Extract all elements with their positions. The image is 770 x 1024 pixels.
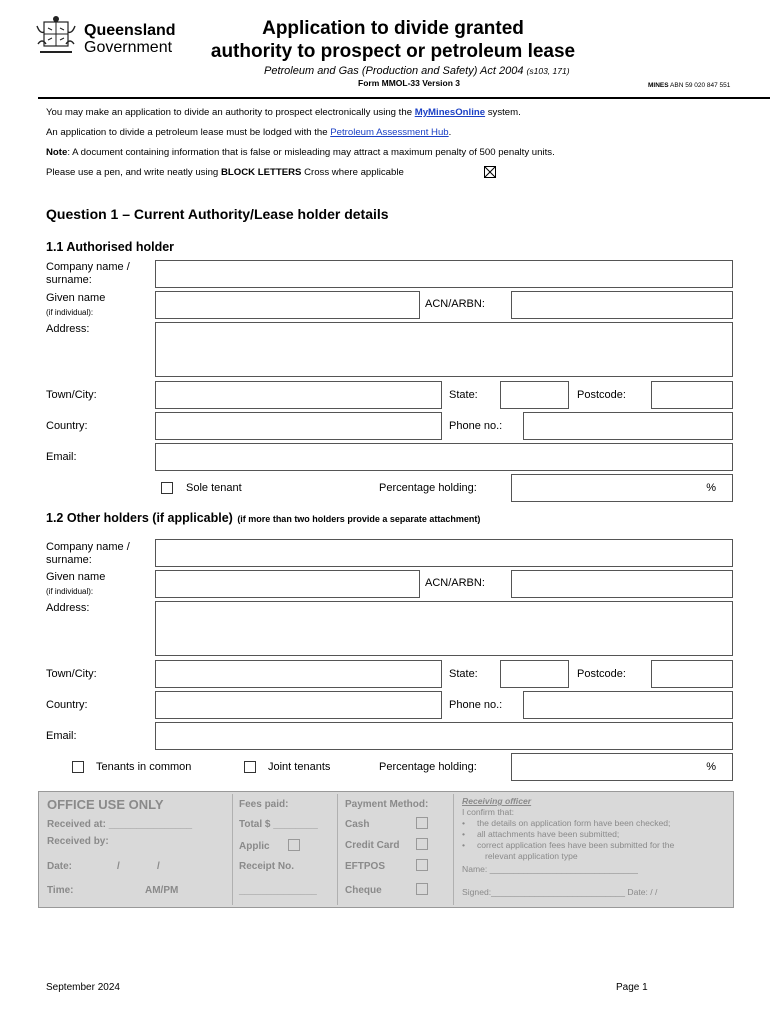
page-title-line1: Application to divide granted [262,18,524,39]
postcode-label: Postcode: [577,389,626,401]
other-town-label: Town/City: [46,668,97,680]
other-postcode-label: Postcode: [577,668,626,680]
other-given-name-label [46,571,105,597]
percentage-holding-label: Percentage holding: [379,482,477,494]
confirm-bullet-3-text: correct application fees have been submitted for the [476,840,675,850]
block-letters: BLOCK LETTERS [220,167,302,178]
question-1-heading: Question 1 – Current Authority/Lease holder details [46,206,389,222]
office-divider-1 [232,794,233,905]
company-name-label [46,261,130,287]
confirm-bullet-3: • correct application fees have been submitted for the [462,840,675,850]
office-date-slash-2: / [157,861,160,872]
section-1-2-note: (if more than two holders provide a separate attachment) [237,514,481,524]
receipt-no-label: Receipt No. [239,861,295,872]
country-label: Country: [46,420,88,432]
cheque-label: Cheque [345,885,382,896]
received-by: Received by: [47,836,109,847]
other-company-name-label-l1: Company name / [46,541,130,553]
note-label: Note [46,147,68,158]
town-label: Town/City: [46,389,97,401]
given-name-input[interactable] [155,291,420,319]
intro-line-4 [46,167,404,179]
sole-tenant-label: Sole tenant [186,482,242,494]
other-state-input[interactable] [500,660,569,688]
intro-line-1 [46,107,521,119]
received-at: Received at: _______________ [47,819,193,830]
other-if-individual-note: (if individual): [46,587,94,596]
applic-checkbox[interactable] [288,839,300,851]
confirm-bullet-1-text: the details on application form have been checked; [476,818,671,828]
company-name-label-l2: surname: [46,274,92,286]
other-country-input[interactable] [155,691,442,719]
address-input[interactable] [155,322,733,377]
myminesonline-link[interactable]: MyMinesOnline [414,107,486,118]
abn-prefix: MINES [648,82,669,89]
intro-line-2-end: . [448,127,452,138]
section-1-1-heading: 1.1 Authorised holder [46,240,175,254]
act-reference [264,65,570,78]
credit-card-label: Credit Card [345,840,400,851]
email-input[interactable] [155,443,733,471]
email-label: Email: [46,451,77,463]
note-text: : A document containing information that is false or misleading may attract a maximum penalty of 500 penalty units. [67,147,555,158]
town-input[interactable] [155,381,442,409]
joint-tenants-label: Joint tenants [268,761,331,773]
percent-sign: % [706,482,716,494]
eftpos-checkbox[interactable] [416,859,428,871]
office-divider-2 [337,794,338,905]
officer-name-line: Name: _______________________________ [462,864,638,874]
other-company-name-label-l2: surname: [46,554,92,566]
office-time-label: Time: [47,885,74,896]
other-percent-sign: % [706,761,716,773]
state-label: State: [449,389,478,401]
company-name-input[interactable] [155,260,733,288]
office-date-label: Date: [47,861,73,872]
applic-label: Applic [239,841,270,852]
header-divider [38,97,770,99]
footer-date: September 2024 [46,982,120,993]
given-name-label [46,292,105,318]
form-id: Form MMOL-33 Version 3 [358,78,461,88]
intro-line-4-end: Cross where applicable [301,167,404,178]
state-input[interactable] [500,381,569,409]
receiving-officer-title: Receiving officer [462,796,532,806]
tenants-in-common-checkbox[interactable] [72,761,84,773]
other-email-input[interactable] [155,722,733,750]
other-given-name-input[interactable] [155,570,420,598]
other-acn-label: ACN/ARBN: [425,577,485,589]
crossed-box-icon [484,166,496,178]
office-divider-3 [453,794,454,905]
other-company-name-input[interactable] [155,539,733,567]
joint-tenants-checkbox[interactable] [244,761,256,773]
section-1-2-heading [46,510,480,527]
eftpos-label: EFTPOS [345,861,386,872]
officer-signed-line: Signed:____________________________ Date: / / [462,887,658,897]
footer-page-number: Page 1 [616,982,648,993]
confirm-bullet-2-text: all attachments have been submitted; [476,829,620,839]
phone-label: Phone no.: [449,420,503,432]
other-phone-label: Phone no.: [449,699,503,711]
payment-method-label: Payment Method: [345,799,429,810]
sole-tenant-checkbox[interactable] [161,482,173,494]
intro-line-4-text: Please use a pen, and write neatly using [46,167,221,178]
other-percentage-holding-input[interactable] [511,753,733,781]
petroleum-assessment-hub-link[interactable]: Petroleum Assessment Hub [330,127,449,138]
other-postcode-input[interactable] [651,660,733,688]
intro-line-1-end: system. [485,107,521,118]
intro-line-2 [46,127,451,139]
other-company-name-label [46,541,130,567]
address-label: Address: [46,323,90,335]
coat-of-arms-icon [34,14,78,58]
office-date-slash-1: / [117,861,120,872]
office-ampm: AM/PM [145,885,179,896]
office-use-only-panel [38,791,734,908]
other-address-input[interactable] [155,601,733,656]
other-town-input[interactable] [155,660,442,688]
confirm-bullet-1: • the details on application form have been checked; [462,818,671,828]
given-name-label-text: Given name [46,292,106,304]
country-input[interactable] [155,412,442,440]
act-name: Petroleum and Gas (Production and Safety) Act 2004 [264,65,524,77]
abn-line [648,82,730,90]
cash-label: Cash [345,819,370,830]
company-name-label-l1: Company name / [46,261,130,273]
confirm-text: I confirm that: [462,807,515,817]
other-percentage-holding-label: Percentage holding: [379,761,477,773]
confirm-bullet-2: • all attachments have been submitted; [462,829,620,839]
logo-text-government: Government [84,39,173,56]
intro-note [46,147,555,159]
tenants-in-common-label: Tenants in common [96,761,192,773]
if-individual-note: (if individual): [46,308,94,317]
act-sections: (s103, 171) [526,66,570,76]
total-label: Total $ ________ [239,819,318,830]
cash-checkbox[interactable] [416,817,428,829]
section-1-2-title: 1.2 Other holders (if applicable) [46,511,233,525]
other-country-label: Country: [46,699,88,711]
cheque-checkbox[interactable] [416,883,428,895]
logo-text-queensland: Queensland [84,22,176,39]
abn-number: ABN 59 020 847 551 [670,82,731,89]
other-given-name-label-text: Given name [46,571,106,583]
percentage-holding-input[interactable] [511,474,733,502]
other-acn-input[interactable] [511,570,733,598]
postcode-input[interactable] [651,381,733,409]
confirm-bullet-3-cont: relevant application type [485,851,578,861]
other-email-label: Email: [46,730,77,742]
intro-line-2-text: An application to divide a petroleum lease must be lodged with the [46,127,331,138]
phone-input[interactable] [523,412,733,440]
other-address-label: Address: [46,602,90,614]
fees-paid-label: Fees paid: [239,799,289,810]
receipt-line: ______________ [239,885,317,896]
intro-line-1-text: You may make an application to divide an authority to prospect electronically using the [46,107,415,118]
page-title-line2: authority to prospect or petroleum lease [210,41,576,62]
credit-card-checkbox[interactable] [416,838,428,850]
qld-government-logo [34,14,184,60]
office-use-title: OFFICE USE ONLY [47,797,164,812]
acn-input[interactable] [511,291,733,319]
other-phone-input[interactable] [523,691,733,719]
acn-label: ACN/ARBN: [425,298,485,310]
other-state-label: State: [449,668,478,680]
